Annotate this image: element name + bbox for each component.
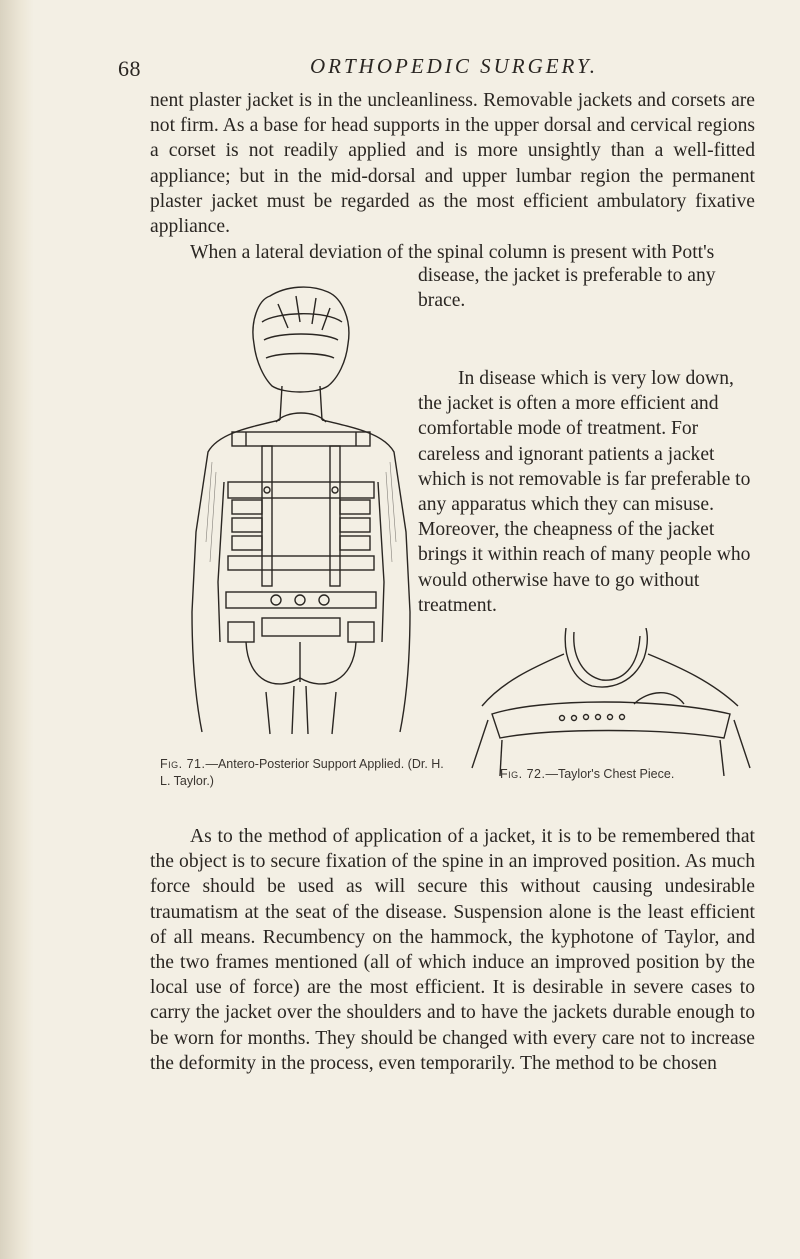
page-number: 68 [118, 56, 141, 81]
chest-piece-drawing [462, 628, 760, 776]
figure-71-caption-text: —Antero-Posterior Support Applied. (Dr. H. L. Taylor.) [160, 757, 444, 788]
page-gutter [0, 0, 34, 1259]
figure-72-caption [500, 766, 760, 783]
paragraph-2-continued: disease, the jacket is preferable to any brace. [418, 265, 716, 312]
paragraph-3: In disease which is very low down, the jacket is often a more efficient and comfortable mode of treatment. For careless and ignorant patients a jacket which is not removable is far preferable to any apparatus which they can misuse. Moreover, the cheapness of the jacket brings it within reach of many people who would otherwise have to go without treatment. [418, 368, 751, 616]
figure-71-caption [160, 756, 450, 790]
running-title: ORTHOPEDIC SURGERY. [310, 54, 599, 78]
figure-72-illustration [462, 628, 760, 776]
paragraph-4: As to the method of application of a jacket, it is to be remembered that the object is to secure fixation of the spine in an improved position. As much force should be used as will secure this without causing undesirable traumatism at the seat of the disease. Suspension alone is the least efficient of all means. Recumbency on the hammock, the kyphotone of Taylor, and the two frames mentioned (all of which induce an improved position by the local use of force) are the most efficient. It is desirable in severe cases to carry the jacket over the shoulders and to have the jackets durable enough to be worn for months. They should be changed with every care not to increase the deformity in the process, even temporarily. The method to be chosen [150, 826, 755, 1074]
paragraph-2-first-line: When a lateral deviation of the spinal column is present with Pott's [190, 242, 715, 263]
figure-71-illustration [166, 282, 434, 738]
paragraph-1: nent plaster jacket is in the uncleanliness. Removable jackets and corsets are not firm. As a base for head supports in the upper dorsal and cervical regions a corset is not readily applied and is more unsightly than a well-fitted appliance; but in the mid-dorsal and upper lumbar region the permanent plaster jacket must be regarded as the most efficient ambulatory fixative appliance. [150, 90, 755, 238]
figure-72-caption-text: —Taylor's Chest Piece. [545, 767, 675, 781]
back-support-drawing [166, 282, 434, 738]
figure-71-label: Fig. 71. [160, 757, 206, 771]
figure-72-label: Fig. 72. [500, 767, 546, 781]
